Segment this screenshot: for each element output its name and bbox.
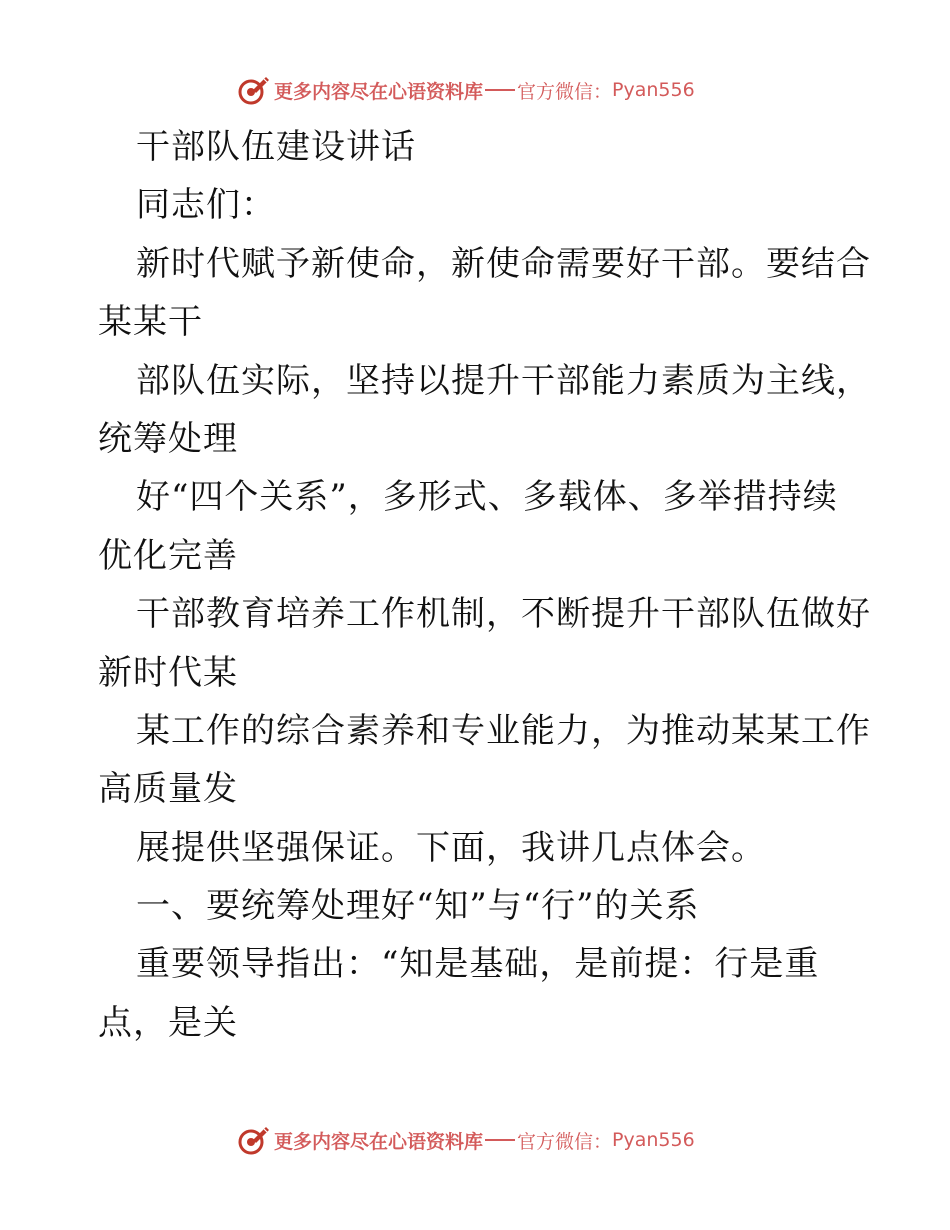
paragraph-line: 新时代某 (98, 652, 238, 693)
footer-wechat-label: 官方微信： (517, 1130, 613, 1153)
header-banner (236, 70, 695, 110)
paragraph-line: 某某干 (98, 302, 203, 343)
pen-logo-icon (236, 73, 270, 107)
paragraph-line: 某工作的综合素养和专业能力，为推动某某工作 (136, 710, 871, 751)
paragraph-line: 好“四个关系”，多形式、多载体、多举措持续 (136, 477, 838, 518)
paragraph-line: 优化完善 (98, 535, 238, 576)
header-promo-text: 更多内容尽在心语资料库 (274, 80, 484, 103)
paragraph-line: 高质量发 (98, 769, 238, 810)
paragraph-line: 干部教育培养工作机制，不断提升干部队伍做好 (136, 594, 871, 635)
header-wechat-id: Pyan556 (612, 79, 695, 101)
paragraph-line: 统筹处理 (98, 418, 238, 459)
footer-wechat-id: Pyan556 (612, 1129, 695, 1151)
footer-promo-text: 更多内容尽在心语资料库 (274, 1130, 484, 1153)
footer-dash (485, 1139, 515, 1141)
salutation: 同志们： (136, 185, 276, 226)
header-dash (485, 89, 515, 91)
paragraph-line: 点，是关 (98, 1002, 238, 1043)
document-title: 干部队伍建设讲话 (136, 127, 416, 167)
paragraph-line: 展提供坚强保证。下面，我讲几点体会。 (136, 827, 766, 868)
section-heading: 一、要统筹处理好“知”与“行”的关系 (136, 886, 700, 927)
header-wechat-label: 官方微信： (517, 80, 613, 103)
footer-banner (236, 1120, 695, 1160)
paragraph-line: 部队伍实际，坚持以提升干部能力素质为主线， (136, 360, 871, 401)
paragraph-line: 重要领导指出：“知是基础，是前提：行是重 (136, 944, 820, 985)
paragraph-line: 新时代赋予新使命，新使命需要好干部。要结合 (136, 243, 871, 284)
document-body (98, 118, 871, 1052)
pen-logo-icon (236, 1123, 270, 1157)
